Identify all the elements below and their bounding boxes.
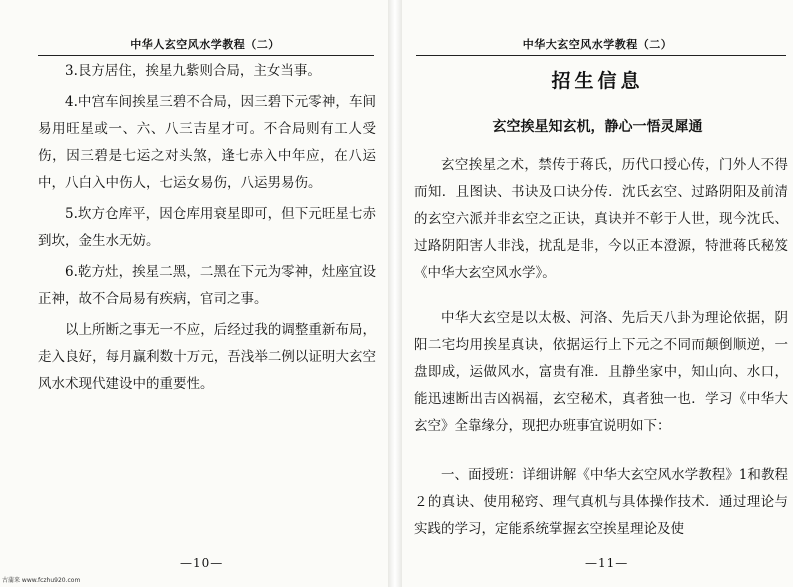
left-header-rule <box>38 55 374 56</box>
left-running-header: 中华人玄空风水学教程（二） <box>130 38 280 51</box>
right-page-number: —11— <box>585 556 629 570</box>
watermark: 古蒲来 www.fczhu920.com <box>2 577 81 584</box>
section-subtitle: 玄空挨星知玄机，静心一悟灵犀通 <box>492 119 703 135</box>
book-gutter <box>388 0 402 587</box>
right-page <box>402 0 793 587</box>
right-paragraph-class: 一、面授班：详细讲解《中华大玄空风水学教程》1和教程２的真诀、使用秘窍、理气真机与具体操作技术．通过理论与实践的学习，定能系统掌握玄空挨星理论及使 <box>414 467 788 537</box>
left-page <box>0 0 388 587</box>
left-paragraph-summary: 以上所断之事无一不应，后经过我的调整重新布局，走入良好，每月赢利数十万元，吾浅举二例以证明大玄空风水术现代建设中的重要性。 <box>38 322 376 392</box>
left-paragraph-3: 3.艮方居住，挨星九紫则合局，主女当事。 <box>65 63 321 79</box>
left-paragraph-6: 6.乾方灶，挨星二黑，二黑在下元为零神，灶座宜设正神，故不合局易有疾病，官司之事。 <box>38 264 376 307</box>
section-title: 招生信息 <box>551 70 644 92</box>
left-page-number: —10— <box>180 556 224 570</box>
left-body-text <box>38 58 376 398</box>
right-running-header: 中华大玄空风水学教程（二） <box>522 38 673 51</box>
right-header-rule <box>416 55 786 56</box>
right-paragraph-intro: 玄空挨星之术，禁传于蒋氏，历代口授心传，门外人不得而知．且图诀、书诀及口诀分传．沈氏玄空、过路阴阳及前清的玄空六派并非玄空之正诀，真诀并不彰于人世，现今沈氏、过路阴阳害人非浅，扰乱是非，今以正本澄源，特泄蒋氏秘笈《中华大玄空风水学》。 <box>414 157 788 281</box>
right-body-text <box>414 152 788 543</box>
right-paragraph-theory: 中华大玄空是以太极、河洛、先后天八卦为理论依据，阴阳二宅均用挨星真诀，依据运行上下元之不同而颠倒顺逆，一盘即成，运做风水，富贵有准．且静坐家中，知山向、水口，能迅速断出吉凶祸福，玄空秘术，真者独一也．学习《中华大玄空》全靠缘分，现把办班事宜说明如下： <box>414 310 788 434</box>
left-paragraph-4: 4.中宫车间挨星三碧不合局，因三碧下元零神，车间易用旺星或一、六、八三吉星才可。不合局则有工人受伤，因三碧是七运之对头煞，逢七赤入中年应，在八运中，八白入中伤人，七运女易伤，八运男易伤。 <box>38 94 376 191</box>
left-paragraph-5: 5.坎方仓库平，因仓库用衰星即可，但下元旺星七赤到坎，金生水无妨。 <box>38 206 376 249</box>
